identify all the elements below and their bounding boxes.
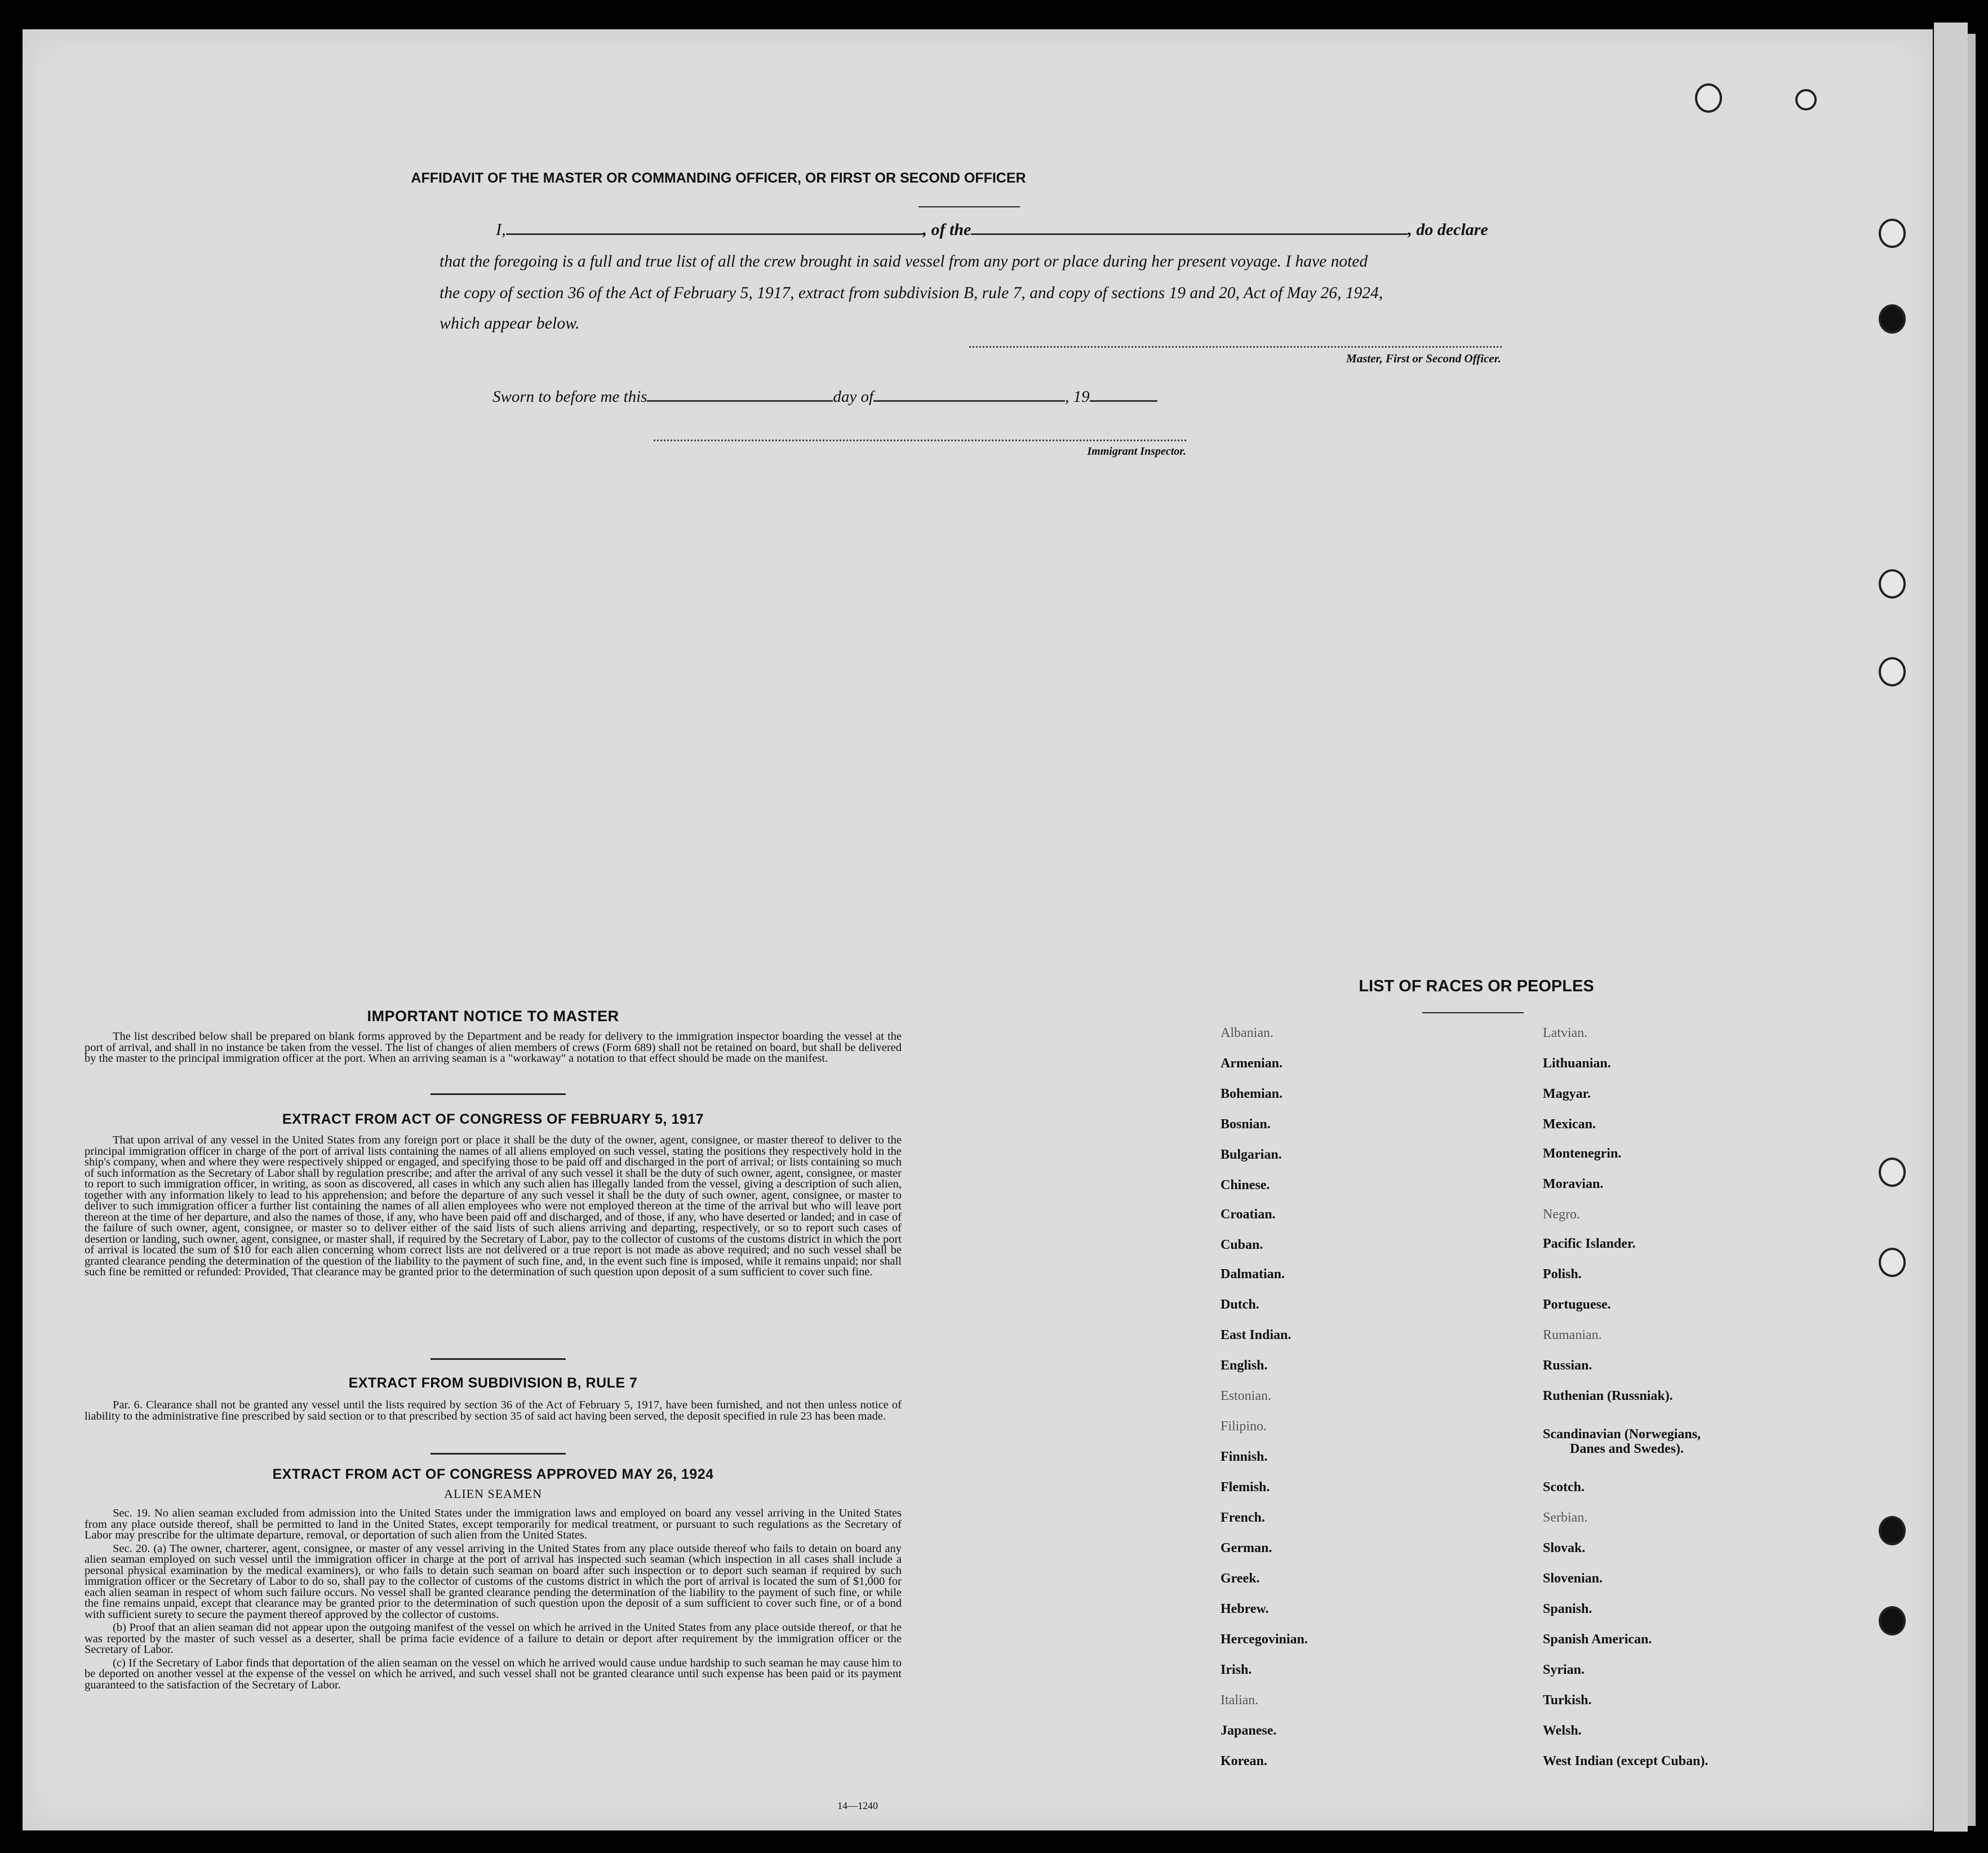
- sworn-label: Sworn to before me this: [492, 388, 647, 406]
- binder-hole: [1879, 1158, 1906, 1187]
- race-item: Chinese.: [1221, 1178, 1270, 1193]
- race-item: Welsh.: [1543, 1723, 1582, 1738]
- binder-hole: [1879, 304, 1906, 334]
- binder-hole: [1879, 1248, 1906, 1277]
- race-item: Armenian.: [1221, 1056, 1283, 1071]
- race-item: East Indian.: [1221, 1328, 1292, 1342]
- master-signature-line[interactable]: [969, 346, 1502, 348]
- race-item: Dalmatian.: [1221, 1267, 1285, 1282]
- race-item: Pacific Islander.: [1543, 1236, 1636, 1251]
- race-item: Slovenian.: [1543, 1571, 1603, 1586]
- race-item: Hebrew.: [1221, 1602, 1269, 1616]
- race-item: Croatian.: [1221, 1207, 1276, 1222]
- affidavit-line-3: the copy of section 36 of the Act of February 5, 1917, extract from subdivision B, rule 7, and copy of sections 19 and 20, Act of May 26, 1924,: [440, 284, 1383, 302]
- year-label: , 19: [1065, 388, 1090, 406]
- binder-hole: [1879, 569, 1906, 599]
- race-item: Flemish.: [1221, 1480, 1270, 1495]
- race-item: Finnish.: [1221, 1449, 1268, 1464]
- race-item: Lithuanian.: [1543, 1056, 1611, 1071]
- race-item: Serbian.: [1543, 1510, 1588, 1525]
- race-item: Filipino.: [1221, 1419, 1267, 1434]
- race-item: Dutch.: [1221, 1297, 1259, 1312]
- race-item: Japanese.: [1221, 1723, 1277, 1738]
- race-item: Scotch.: [1543, 1480, 1585, 1495]
- sec-19-paragraph: Sec. 19. No alien seaman excluded from admission into the United States under the immigration laws and employed on board any vessel arriving in the United States from any place outside thereof, shall be permitted to land in the United States, except temporarily for medical treatment, or pursuant to such regulations as the Secretary of Labor may prescribe for the ultimate departure, removal, or deportation of such alien from the United States.: [85, 1507, 902, 1541]
- binder-hole: [1879, 657, 1906, 686]
- race-item: Turkish.: [1543, 1693, 1592, 1708]
- races-title: LIST OF RACES OR PEOPLES: [1359, 977, 1594, 995]
- notice-divider: [431, 1093, 566, 1095]
- sec-36-paragraph: That upon arrival of any vessel in the United States from any foreign port or place it shall be the duty of the owner, agent, consignee, or master thereof to deliver to the principal immigration officer in charge of the port of arrival lists containing the names of all aliens employed on such vessel, stating the positions they respectively hold in the ship's company, when and where they were respectively shipped or engaged, and specifying those to be paid off and discharged in the port of arrival; or lists containing so much of such information as the Secretary of Labor shall by regulation prescribe; and after the arrival of any such vessel it shall be the duty of such owner, agent, consignee, or master to report to such immigration officer, in writing, as soon as discovered, all cases in which any such alien has illegally landed from the vessel, giving a description of such alien, together with any information likely to lead to his apprehension; and before the departure of any such vessel it shall be the duty of such owner, agent, consignee, or master to deliver to such immigration officer a further list containing the names of all alien employees who were not employed thereon at the time of the arrival but who will leave port thereon at the time of her departure, and also the names of those, if any, who have been paid off and discharged, and of those, if any, who have deserted or landed; and in case of the failure of such owner, agent, consignee, or master so to deliver either of the said lists of such aliens arriving and departing, respectively, or so to report such cases of desertion or landing, such owner, agent, consignee, or master shall, if required by the Secretary of Labor, pay to the collector of customs of the customs district in which the port of arrival is located the sum of $10 for each alien concerning whom correct lists are not delivered or a true report is not made as above required; and no such vessel shall be granted clearance pending the determination of the question of the liability to the payment of such fine, and, in the event such fine is imposed, while it remains unpaid; nor shall such fine be remitted or refunded: Provided, That clearance may be granted prior to the determination of such question upon deposit of a sum sufficient to cover such fine.: [85, 1134, 902, 1278]
- race-item: Spanish American.: [1543, 1632, 1652, 1647]
- affidavit-of-label: , of the: [922, 220, 971, 239]
- alien-seamen-subtitle: ALIEN SEAMEN: [444, 1487, 542, 1501]
- sworn-year-field[interactable]: [1090, 383, 1157, 402]
- notice-paragraph: The list described below shall be prepared on blank forms approved by the Department and be ready for delivery to the immigration inspector boarding the vessel at the port of arrival, and shall in no instance be taken from the vessel. The list of changes of alien members of crews (Form 689) shall not be retained on board, but shall be delivered by the master to the principal immigration officer at the port. When an arriving seaman is a "workaway" a notation to that effect should be made on the manifest.: [85, 1030, 902, 1065]
- sec-20c-paragraph: (c) If the Secretary of Labor finds that deportation of the alien seaman on the vessel on which he arrived would cause undue hardship to such seaman he may cause him to be deported on another vessel at the expense of the vessel on which he arrived, and such vessel shall not be granted clearance until such expense has been paid or its payment guaranteed to the satisfaction of the Secretary of Labor.: [85, 1656, 902, 1691]
- sworn-line: [492, 381, 1157, 413]
- race-item: Latvian.: [1543, 1026, 1588, 1040]
- race-item: West Indian (except Cuban).: [1543, 1754, 1709, 1768]
- race-item: English.: [1221, 1358, 1268, 1373]
- extract-1917-title: EXTRACT FROM ACT OF CONGRESS OF FEBRUARY 5, 1917: [282, 1111, 704, 1127]
- master-name-field[interactable]: [506, 216, 923, 235]
- race-item: Korean.: [1221, 1754, 1267, 1768]
- race-item: Moravian.: [1543, 1177, 1604, 1191]
- race-item: Negro.: [1543, 1207, 1580, 1222]
- master-signature-label: Master, First or Second Officer.: [1346, 352, 1501, 365]
- race-item: Polish.: [1543, 1267, 1582, 1282]
- notice-title: IMPORTANT NOTICE TO MASTER: [367, 1008, 619, 1025]
- race-item: Ruthenian (Russniak).: [1543, 1389, 1673, 1403]
- race-item: Spanish.: [1543, 1602, 1592, 1616]
- sworn-date-field[interactable]: [647, 383, 833, 402]
- races-title-rule: [1422, 1012, 1524, 1013]
- binder-hole: [1879, 1606, 1906, 1635]
- race-item: Montenegrin.: [1543, 1146, 1622, 1161]
- extract-rule7-title: EXTRACT FROM SUBDIVISION B, RULE 7: [348, 1375, 638, 1391]
- race-item: Russian.: [1543, 1358, 1592, 1373]
- race-item: Portuguese.: [1543, 1297, 1611, 1312]
- race-item: Magyar.: [1543, 1087, 1591, 1101]
- extract-rule7-body: [85, 1400, 902, 1422]
- binder-hole: [1879, 219, 1906, 248]
- race-item: Bosnian.: [1221, 1117, 1271, 1132]
- race-item: Estonian.: [1221, 1389, 1271, 1403]
- race-item: Cuban.: [1221, 1238, 1263, 1252]
- race-item: Italian.: [1221, 1693, 1259, 1708]
- extract-1917-body: [85, 1135, 902, 1278]
- form-number: 14—1240: [837, 1800, 878, 1811]
- inspector-signature-label: Immigrant Inspector.: [1087, 445, 1186, 458]
- race-item: French.: [1221, 1510, 1265, 1525]
- race-item: Danes and Swedes).: [1570, 1442, 1684, 1456]
- sec-20a-paragraph: Sec. 20. (a) The owner, charterer, agent, consignee, or master of any vessel arriving in the United States from any place outside thereof who fails to detain on board any alien seaman employed on such vessel until the immigration officer in charge at the port of arrival has inspected such seaman (which inspection in all cases shall include a personal physical examination by the medical examiners), or who fails to detain such seaman on board after such inspection or to deport such seaman if required by such immigration officer or the Secretary of Labor to do so, shall pay to the collector of customs of the customs district in which the port of arrival is located the sum of $1,000 for each alien seaman in respect of whom such failure occurs. No vessel shall be granted clearance pending the determination of the liability to the payment of such fine, or while the fine remains unpaid, except that clearance may be granted prior to the determination of such question upon the deposit of a sum sufficient to cover such fine, or of a bond with sufficient surety to secure the payment thereof approved by the collector of customs.: [85, 1542, 902, 1621]
- race-item: Scandinavian (Norwegians,: [1543, 1427, 1701, 1442]
- race-item: Syrian.: [1543, 1663, 1585, 1677]
- affidavit-i-label: I,: [496, 220, 506, 239]
- race-item: Albanian.: [1221, 1026, 1273, 1040]
- affidavit-line-2: that the foregoing is a full and true list of all the crew brought in said vessel from any port or place during her present voyage. I have noted: [440, 252, 1368, 271]
- vessel-name-field[interactable]: [971, 216, 1408, 235]
- par-6-paragraph: Par. 6. Clearance shall not be granted any vessel until the lists required by section 36 of the Act of February 5, 1917, have been furnished, and not then unless notice of liability to the administrative fine prescribed by said section or to that prescribed by section 35 of said act having been served, the deposit specified in rule 23 has been made.: [85, 1399, 902, 1422]
- affidavit-declare-label: , do declare: [1408, 220, 1488, 239]
- binder-hole: [1795, 89, 1817, 110]
- sec-20b-paragraph: (b) Proof that an alien seaman did not appear upon the outgoing manifest of the vessel on which he arrived in the United States from any place outside thereof, or that he was reported by the master of such vessel as a deserter, shall be prima facie evidence of a failure to detain or deport after requirement by the immigration officer or the Secretary of Labor.: [85, 1621, 902, 1656]
- extract-rule7-divider: [431, 1453, 566, 1455]
- race-item: Hercegovinian.: [1221, 1632, 1308, 1647]
- underlying-page-edge: [1934, 23, 1968, 1832]
- extract-1924-body: [85, 1508, 902, 1691]
- extract-1917-divider: [431, 1358, 566, 1360]
- affidavit-title-rule: [918, 206, 1020, 207]
- race-item: Bulgarian.: [1221, 1147, 1282, 1162]
- race-item: Rumanian.: [1543, 1328, 1602, 1342]
- race-item: Irish.: [1221, 1663, 1252, 1677]
- race-item: Slovak.: [1543, 1541, 1586, 1555]
- affidavit-title: AFFIDAVIT OF THE MASTER OR COMMANDING OFFICER, OR FIRST OR SECOND OFFICER: [411, 170, 1026, 186]
- inspector-signature-line[interactable]: [654, 440, 1186, 441]
- binder-hole: [1879, 1516, 1906, 1545]
- race-item: German.: [1221, 1541, 1272, 1555]
- race-item: Greek.: [1221, 1571, 1260, 1586]
- binder-hole: [1695, 83, 1722, 113]
- notice-body: [85, 1031, 902, 1065]
- underlying-page-edge-2: [1968, 34, 1976, 1826]
- affidavit-line-4: which appear below.: [440, 314, 580, 333]
- race-item: Mexican.: [1543, 1117, 1596, 1132]
- affidavit-line-1: [496, 214, 1505, 246]
- day-of-label: day of: [833, 388, 874, 406]
- extract-1924-title: EXTRACT FROM ACT OF CONGRESS APPROVED MAY 26, 1924: [272, 1466, 714, 1482]
- race-item: Bohemian.: [1221, 1087, 1283, 1101]
- sworn-month-field[interactable]: [873, 383, 1065, 402]
